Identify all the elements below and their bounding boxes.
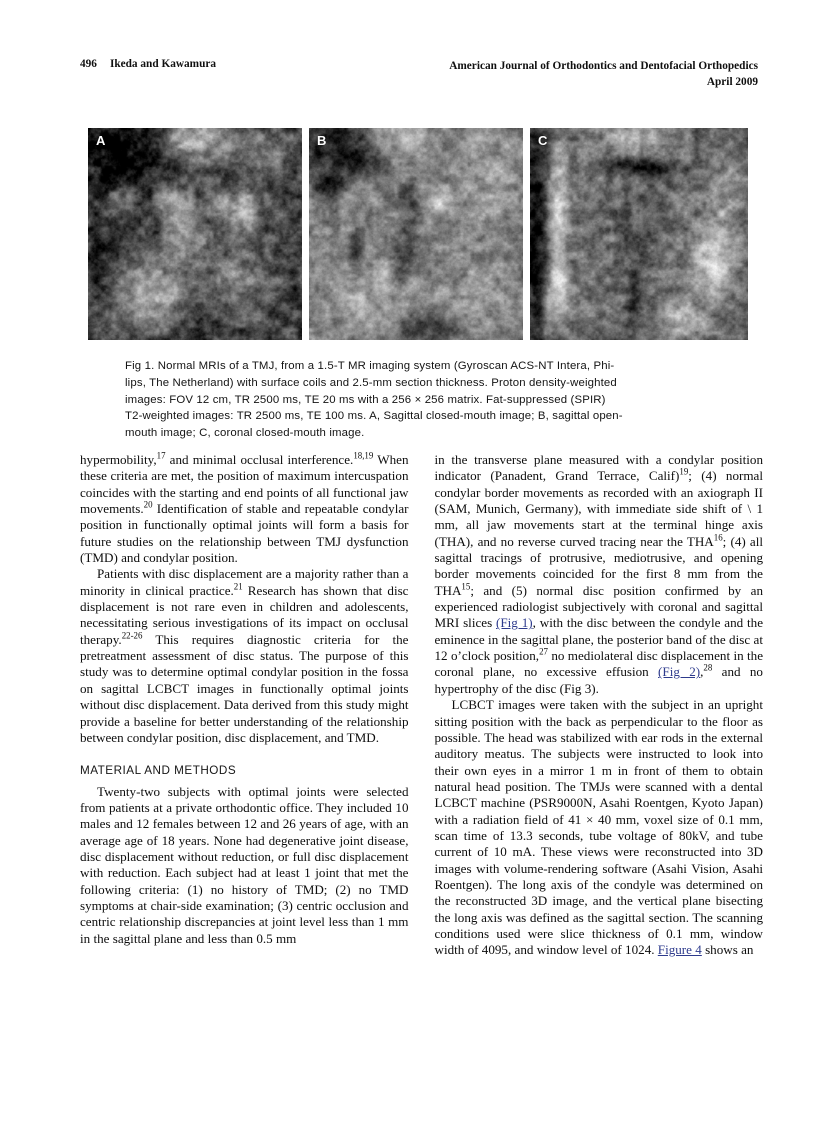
mri-panel-c <box>530 128 748 340</box>
mri-image-c <box>530 128 748 340</box>
text-segment: LCBCT images were taken with the subject in an upright sitting position with the back as perpendicular to the floor as possible. The head was stabilized with ear rods in the external auditory meatus. The subjects were instructed to look into their own eyes in a mirror 1 m in front of them to obtain natural head position. The TMJs were scanned with a dental LCBCT machine (PSR9000N, Asahi Roentgen, Kyoto Japan) with a radiation field of 41 × 40 mm, voxel size of 0.1 mm, scan time of 13.3 seconds, tube voltage of 80kV, and tube current of 10 mA. These views were reconstructed into 3D images with volume-rendering software (Asahi Vision, Asahi Roentgen). The long axis of the condyle was determined on the reconstructed 3D image, and the vertical plane bisecting the long axis was defined as the sagittal section. The scanning conditions used were slice thickness of 0.1 mm, window width of 4095, and window level of 1024. <box>434 697 763 958</box>
paragraph-inclusion-criteria <box>435 452 764 697</box>
page-folio: 496 <box>80 58 97 70</box>
text-segment: and minimal occlusal interference. <box>165 452 354 467</box>
reference-marker: 21 <box>233 581 243 592</box>
text-segment: When these criteria are met, the position of maximum intercuspation coincides with the starting and end points of all functional jaw movements. <box>80 452 409 517</box>
text-segment: in the transverse plane measured with a condylar position indicator (Panadent, Grand Terrace, Calif) <box>434 452 763 484</box>
text-segment: Research has shown that disc displacement is not rare even in children and adolescents, necessitating serious investigations of its impact on occlusal therapy. <box>80 582 409 647</box>
reference-marker: 22-26 <box>121 630 143 641</box>
reference-marker: 20 <box>143 499 153 510</box>
text-segment: ; (4) all sagittal tracings of protrusive, mediotrusive, and opening border movements coincided for the first 8 mm from the THA <box>434 533 763 598</box>
text-segment: Twenty-two subjects with optimal joints were selected from patients at a private orthodontic office. They included 10 males and 12 females between 12 and 26 years of age, with an average age of 18 years. None had degenerative joint disease, disc displacement without reduction, or full disc displacement with reduction. Each subject had at least 1 joint that met the following criteria: (1) no history of TMD; (2) no TMD symptoms at chair-side examination; (3) centric occlusion and centric relationship discrepancies at joint level less than 1 mm in the sagittal plane and less than 0.5 mm <box>80 783 409 946</box>
running-head-authors: Ikeda and Kawamura <box>109 58 217 70</box>
running-head <box>80 58 758 91</box>
right-column <box>435 452 764 1067</box>
reference-marker: 28 <box>703 663 713 674</box>
text-segment: shows an <box>701 942 754 958</box>
reference-marker: 19 <box>679 466 689 477</box>
panel-letter-a: A <box>96 133 106 148</box>
caption-line: Fig 1. Normal MRIs of a TMJ, from a 1.5-T MR imaging system (Gyroscan ACS-NT Intera, Phi- <box>125 360 615 372</box>
caption-line: T2-weighted images: TR 2500 ms, TE 100 ms. A, Sagittal closed-mouth image; B, sagittal open- <box>125 410 623 423</box>
text-segment: Patients with disc displacement are a majority rather than a minority in clinical practice. <box>80 566 409 598</box>
text-segment: hypermobility, <box>80 452 157 467</box>
mri-panel-b <box>309 128 523 340</box>
mri-image-a <box>88 128 302 340</box>
section-heading-material-and-methods: MATERIAL AND METHODS <box>80 764 237 778</box>
mri-panel-a <box>88 128 302 340</box>
paragraph-disc-displacement <box>80 566 409 746</box>
mri-image-b <box>309 128 523 340</box>
figure-1-caption <box>125 358 758 442</box>
text-segment: This requires diagnostic criteria for the pretreatment assessment of disc status. The purpose of this study was to determine optimal condylar position in the fossa on sagittal LCBCT images in functionally optimal joints without disc displacement. Data derived from this study might provide a baseline for better understanding of the relationship between condylar position, disc displacement, and TMD. <box>80 631 409 745</box>
panel-letter-b: B <box>317 133 327 148</box>
reference-marker: 16 <box>713 532 723 543</box>
body-columns <box>80 452 763 1067</box>
figure-link-fig-1[interactable]: (Fig 1) <box>496 615 533 631</box>
paragraph-subjects <box>80 784 409 947</box>
figure-1 <box>88 128 755 340</box>
text-segment: , <box>700 664 704 680</box>
paragraph-lcbct-imaging <box>435 697 764 959</box>
panel-letter-c: C <box>538 133 548 148</box>
text-segment: no mediolateral disc displacement in the coronal plane, no excessive effusion <box>434 648 764 680</box>
running-head-left <box>80 58 216 70</box>
caption-line: lips, The Netherland) with surface coils and 2.5-mm section thickness. Proton density-weighted <box>125 376 617 389</box>
caption-line: mouth image; C, coronal closed-mouth image. <box>125 427 365 440</box>
reference-marker: 17 <box>156 450 166 461</box>
text-segment: ; (4) normal condylar border movements as recorded with an axiograph II (SAM, Munich, Germany), with immediate side shift of \ 1 mm, all jaw movements start at the terminal hinge axis (THA), and no reverse curved tracing near the THA <box>434 468 763 549</box>
paragraph-hypermobility <box>80 452 409 566</box>
caption-line: images: FOV 12 cm, TR 2500 ms, TE 20 ms with a 256 × 256 matrix. Fat-suppressed (SPIR) <box>125 393 606 406</box>
journal-title: American Journal of Orthodontics and Dentofacial Orthopedics <box>449 60 758 72</box>
reference-marker: 27 <box>539 646 548 657</box>
issue-date: April 2009 <box>706 76 758 89</box>
reference-marker: 18,19 <box>353 450 374 461</box>
reference-marker: 15 <box>461 581 471 592</box>
figure-link-fig-2[interactable]: (Fig 2) <box>658 664 701 680</box>
text-segment: and no hypertrophy of the disc (Fig 3). <box>434 664 763 696</box>
left-column <box>80 452 409 1067</box>
figure-link-figure-4[interactable]: Figure 4 <box>657 942 702 958</box>
text-segment: , with the disc between the condyle and the eminence in the sagittal plane, the posterior band of the disc at 12 o’clock position, <box>434 615 764 664</box>
running-head-right <box>449 58 758 91</box>
text-segment: ; and (5) normal disc position confirmed by an experienced radiologist subjectively with coronal and sagittal MRI slices <box>434 582 763 631</box>
text-segment: Identification of stable and repeatable condylar position in functionally optimal joints will form a basis for future studies on the relationship between TMJ dysfunction (TMD) and condylar position. <box>80 501 409 566</box>
